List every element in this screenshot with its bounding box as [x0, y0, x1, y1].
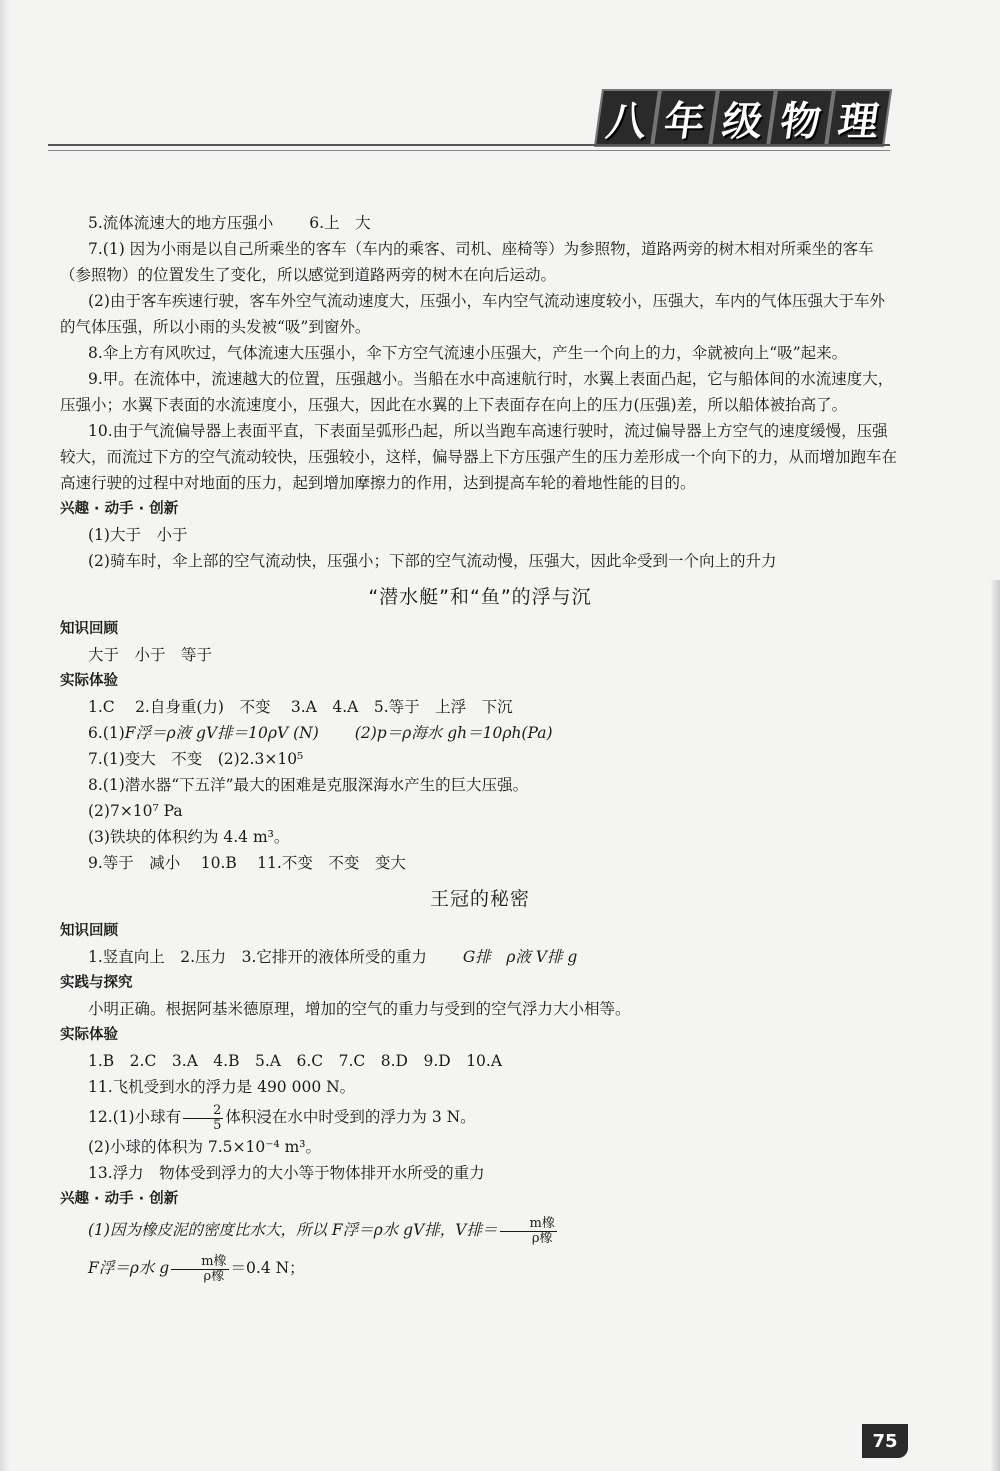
section-heading: 知识回顾	[60, 621, 118, 637]
answer-line: 小明正确。根据阿基米德原理，增加的空气的重力与受到的空气浮力大小相等。	[88, 1000, 631, 1018]
answer-line: 13.浮力 物体受到浮力的大小等于物体排开水所受的重力	[88, 1164, 485, 1182]
answer-line: 大于 小于 等于	[88, 646, 213, 664]
page-number: 75	[862, 1424, 908, 1458]
answer-line: 6.(1)F浮＝ρ液 gV排＝10ρV (N) (2)p＝ρ海水 gh＝10ρh(Pa)	[88, 724, 553, 742]
section-heading: 知识回顾	[60, 923, 118, 939]
fraction: $\frac{\text{m橡}}{\text{ρ橡}}$	[171, 1255, 228, 1284]
header-char: 理	[826, 89, 892, 147]
header-char: 年	[652, 89, 718, 147]
answer-line: (2)由于客车疾速行驶，客车外空气流动速度大，压强小，车内空气流动速度较小，压强大，车内的气体压强大于车外的气体压强，所以小雨的头发被“吸”到窗外。	[60, 292, 885, 336]
answer-line: (2)小球的体积为 7.5×10⁻⁴ m³。	[88, 1138, 321, 1156]
answer-line: 11.飞机受到水的浮力是 490 000 N。	[88, 1078, 356, 1096]
answer-line: 10.由于气流偏导器上表面平直，下表面呈弧形凸起，所以当跑车高速行驶时，流过偏导器上方空气的速度缓慢，压强较大，而流过下方的空气流动较快，压强较小，这样，偏导器上下方压强产生的压力差形成一个向下的力，从而增加跑车在高速行驶的过程中对地面的压力，起到增加摩擦力的作用，达到提高车轮的着地性能的目的。	[60, 422, 898, 492]
answer-line: (1)因为橡皮泥的密度比水大，所以 F浮＝ρ水 gV排，V排＝ $\frac{\text{m橡}}{\text{ρ橡}}$	[88, 1215, 555, 1246]
section-heading: 兴趣 · 动手 · 创新	[60, 1191, 179, 1207]
lesson-title: 王冠的秘密	[429, 888, 530, 910]
answer-line: (2)7×10⁷ Pa	[88, 802, 183, 820]
answer-line: 7.(1) 因为小雨是以自己所乘坐的客车（车内的乘客、司机、座椅等）为参照物，道路两旁的树木相对所乘坐的客车（参照物）的位置发生了变化，所以感觉到道路两旁的树木在向后运动。	[60, 240, 874, 284]
section-heading: 实践与探究	[60, 975, 133, 991]
header-char: 物	[768, 89, 834, 147]
page-left-edge	[0, 0, 10, 1471]
section-heading: 实际体验	[60, 1027, 118, 1043]
answer-line: 9.甲。在流体中，流速越大的位置，压强越小。当船在水中高速航行时，水翼上表面凸起，它与船体间的水流速度大，压强小；水翼下表面的水流速度小，压强大，因此在水翼的上下表面存在向上的压力(压强)差，所以船体被抬高了。	[60, 370, 894, 414]
answer-line: 9.等于 减小 10.B 11.不变 不变 变大	[88, 854, 406, 872]
header-rule	[48, 144, 890, 146]
lesson-title: “潜水艇”和“鱼”的浮与沉	[368, 586, 592, 608]
header-rule-thin	[48, 150, 890, 151]
answer-line: (1)大于 小于	[88, 526, 188, 544]
answer-line: (2)骑车时，伞上部的空气流动快，压强小；下部的空气流动慢，压强大，因此伞受到一个向上的升力	[88, 552, 777, 570]
fraction: $\frac{\text{m橡}}{\text{ρ橡}}$	[500, 1217, 557, 1246]
header-char: 八	[594, 89, 660, 147]
page-right-edge	[990, 580, 1000, 1471]
answer-line: F浮＝ρ水 g $\frac{\text{m橡}}{\text{ρ橡}}$ ＝0.4 N；	[88, 1253, 305, 1284]
section-heading: 实际体验	[60, 673, 118, 689]
answer-line: 8.(1)潜水器“下五洋”最大的困难是克服深海水产生的巨大压强。	[88, 776, 529, 794]
fraction: $\frac{2}{5}$	[183, 1104, 223, 1133]
answer-line: 1.B 2.C 3.A 4.B 5.A 6.C 7.C 8.D 9.D 10.A	[88, 1052, 503, 1070]
answer-line: 1.C 2.自身重(力) 不变 3.A 4.A 5.等于 上浮 下沉	[88, 698, 513, 716]
header-char: 级	[710, 89, 776, 147]
answer-line: (3)铁块的体积约为 4.4 m³。	[88, 828, 290, 846]
answer-content	[60, 210, 900, 1288]
answer-line: 7.(1)变大 不变 (2)2.3×10⁵	[88, 750, 304, 768]
answer-line: 12.(1)小球有 $\frac{2}{5}$ 体积浸在水中时受到的浮力为 3 N。	[88, 1102, 476, 1133]
answer-line: 5.流体流速大的地方压强小 6.上 大	[88, 214, 371, 232]
section-heading: 兴趣 · 动手 · 创新	[60, 501, 179, 517]
header-title	[598, 90, 888, 146]
answer-line: 1.竖直向上 2.压力 3.它排开的液体所受的重力 G排 ρ液 V排 g	[88, 948, 578, 966]
answer-line: 8.伞上方有风吹过，气体流速大压强小，伞下方空气流速小压强大，产生一个向上的力，伞就被向上“吸”起来。	[88, 344, 848, 362]
